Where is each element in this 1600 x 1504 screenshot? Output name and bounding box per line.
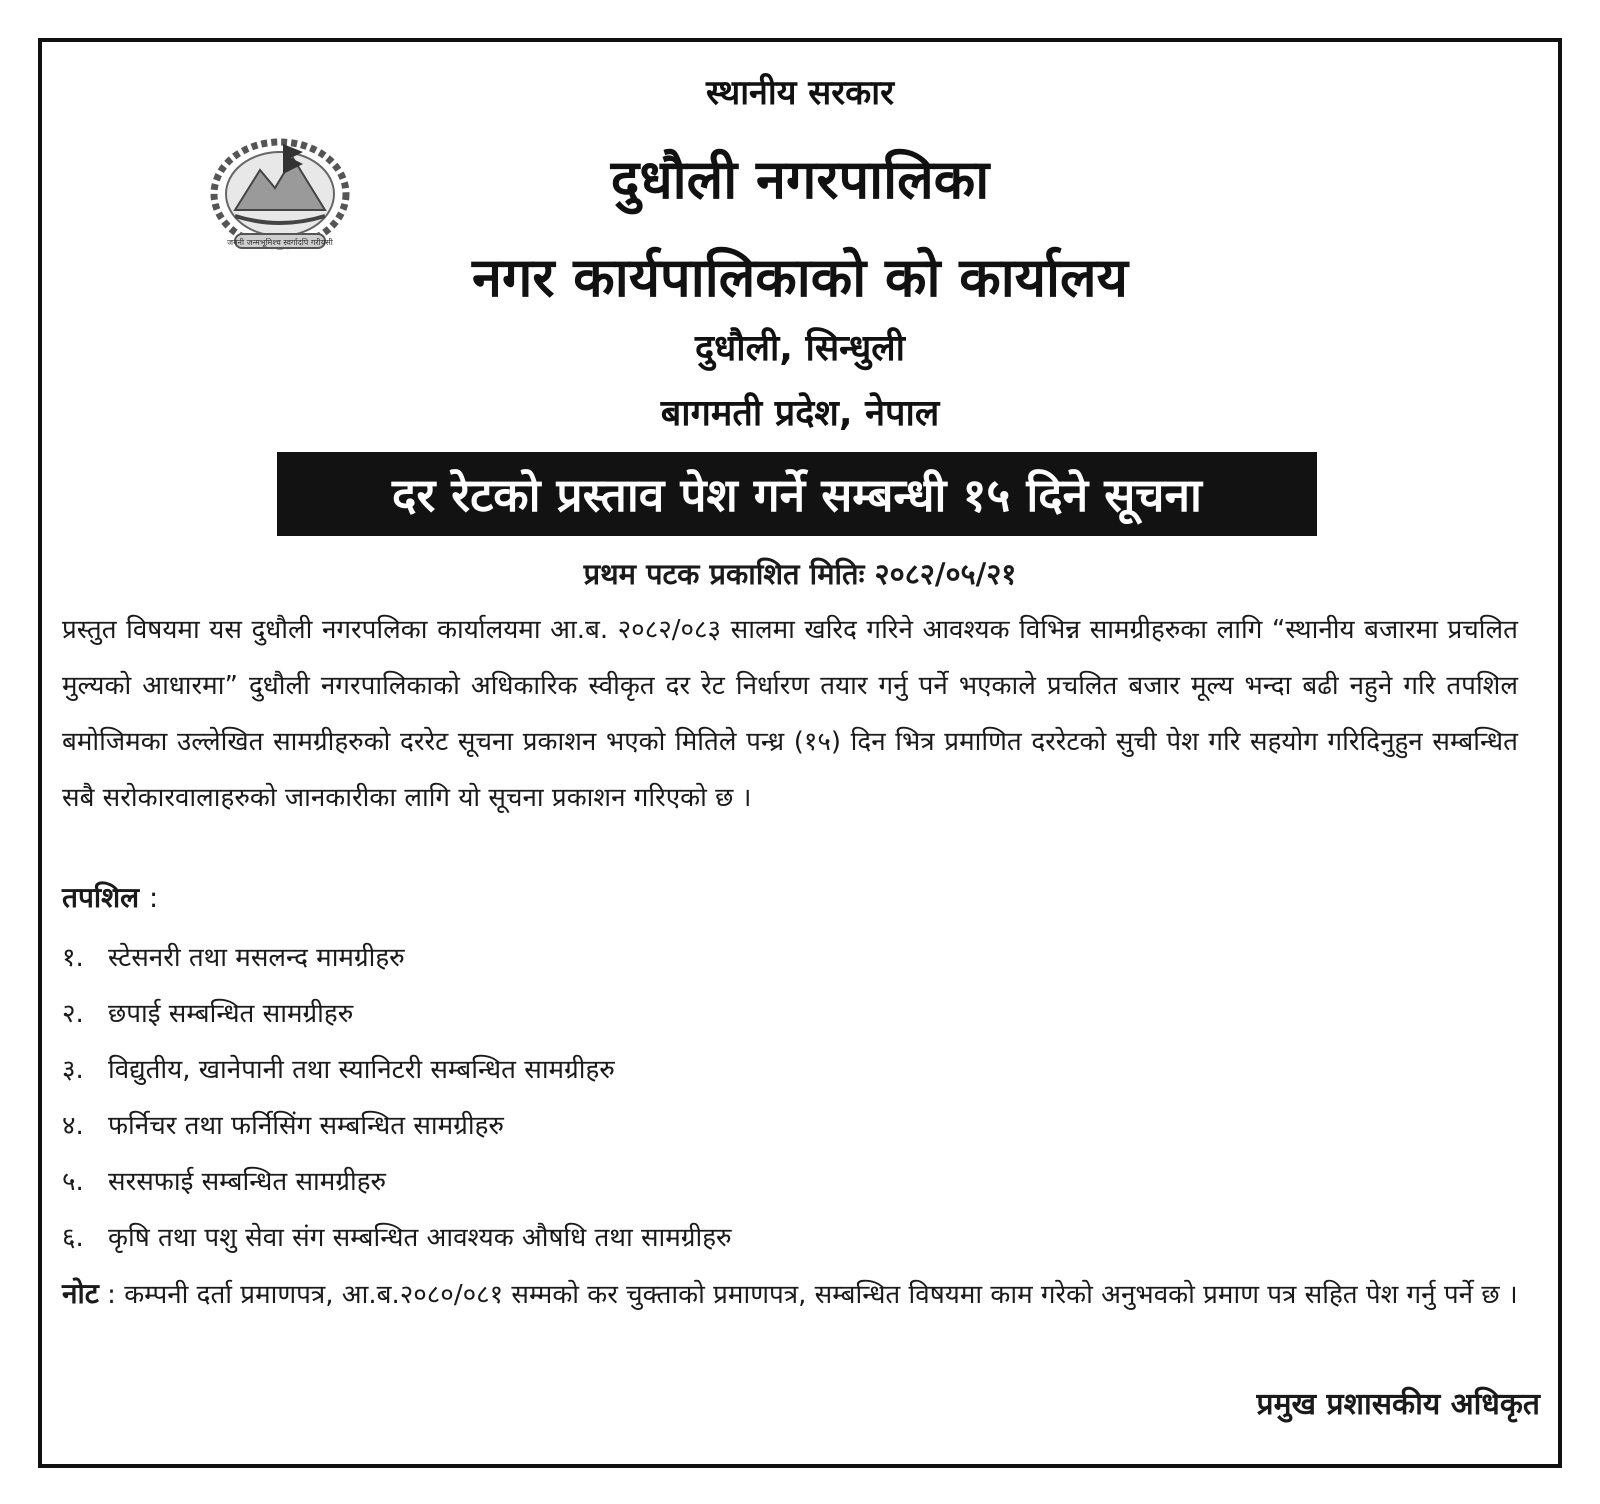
notice-title-banner: [277, 452, 1317, 536]
publish-date: २०८२/०५/२१: [874, 557, 1017, 591]
list-item: [62, 1098, 1462, 1154]
list-item-number: ४.: [62, 1111, 84, 1141]
list-item-number: २.: [62, 999, 84, 1029]
note-text: : कम्पनी दर्ता प्रमाणपत्र, आ.ब.२०८०/०८१ सम्मको कर चुक्ताको प्रमाणपत्र, सम्बन्धित विषयमा काम गरेको अनुभवको प्रमाण पत्र सहित पेश गर्नु पर्ने छ ।: [107, 1280, 1518, 1310]
publish-date-label: प्रथम पटक प्रकाशित मितिः: [583, 557, 865, 591]
details-heading-label: तपशिल: [62, 881, 140, 914]
list-item-text: स्टेसनरी तथा मसलन्द मामग्रीहरु: [108, 943, 405, 973]
list-item-number: १.: [62, 943, 84, 973]
notice-body: प्रस्तुत विषयमा यस दुधौली नगरपलिका कार्यालयमा आ.ब. २०८२/०८३ सालमा खरिद गरिने आवश्यक विभिन्न सामग्रीहरुका लागि “स्थानीय बजारमा प्रचलित मुल्यको आधारमा” दुधौली नगरपालिकाको अधिकारिक स्वीकृत दर रेट निर्धारण तयार गर्नु पर्ने भएकाले प्रचलित बजार मूल्य भन्दा बढी नहुने गरि तपशिल बमोजिमका उल्लेखित सामग्रीहरुको दररेट सूचना प्रकाशन भएको मितिले पन्ध्र (१५) दिन भित्र प्रमाणित दररेटको सुची पेश गरि सहयोग गरिदिनुहुन सम्बन्धित सबै सरोकारवालाहरुको जानकारीका लागि यो सूचना प्रकाशन गरिएको छ ।: [62, 615, 1518, 813]
office-location: दुधौली, सिन्धुली: [694, 328, 906, 369]
list-item-text: विद्युतीय, खानेपानी तथा स्यानिटरी सम्बन्धित सामग्रीहरु: [108, 1055, 615, 1085]
list-item-text: कृषि तथा पशु सेवा संग सम्बन्धित आवश्यक औषधि तथा सामग्रीहरु: [108, 1223, 732, 1253]
notice-frame: [38, 38, 1562, 1468]
details-list: [62, 930, 1462, 1266]
list-item: [62, 1042, 1462, 1098]
emblem-motto: जननी जन्मभूमिश्च स्वर्गादपि गरीयसी: [227, 238, 333, 247]
details-heading-colon: :: [148, 881, 159, 914]
list-item-number: ५.: [62, 1167, 84, 1197]
note-paragraph: [62, 1266, 1518, 1323]
list-item: [62, 1154, 1462, 1210]
publish-date-line: [42, 554, 1558, 593]
list-item-text: फर्निचर तथा फर्निसिंग सम्बन्धित सामग्रीहरु: [108, 1111, 504, 1141]
details-heading: [62, 878, 158, 916]
signatory-title: प्रमुख प्रशासकीय अधिकृत: [1256, 1387, 1540, 1422]
list-item-number: ३.: [62, 1055, 84, 1085]
notice-title: दर रेटको प्रस्ताव पेश गर्ने सम्बन्धी १५ दिने सूचना: [392, 468, 1202, 522]
list-item: [62, 1210, 1462, 1266]
note-label: नोट: [62, 1277, 99, 1310]
government-level: स्थानीय सरकार: [705, 73, 895, 113]
list-item-text: सरसफाई सम्बन्धित सामग्रीहरु: [108, 1167, 387, 1197]
list-item: [62, 930, 1462, 986]
list-item: [62, 986, 1462, 1042]
province-country: बागमती प्रदेश, नेपाल: [660, 393, 940, 434]
list-item-number: ६.: [62, 1223, 84, 1253]
municipality-name: दुधौली नगरपालिका: [610, 148, 990, 211]
office-name: नगर कार्यपालिकाको को कार्यालय: [472, 246, 1128, 309]
list-item-text: छपाई सम्बन्धित सामग्रीहरु: [108, 999, 354, 1029]
